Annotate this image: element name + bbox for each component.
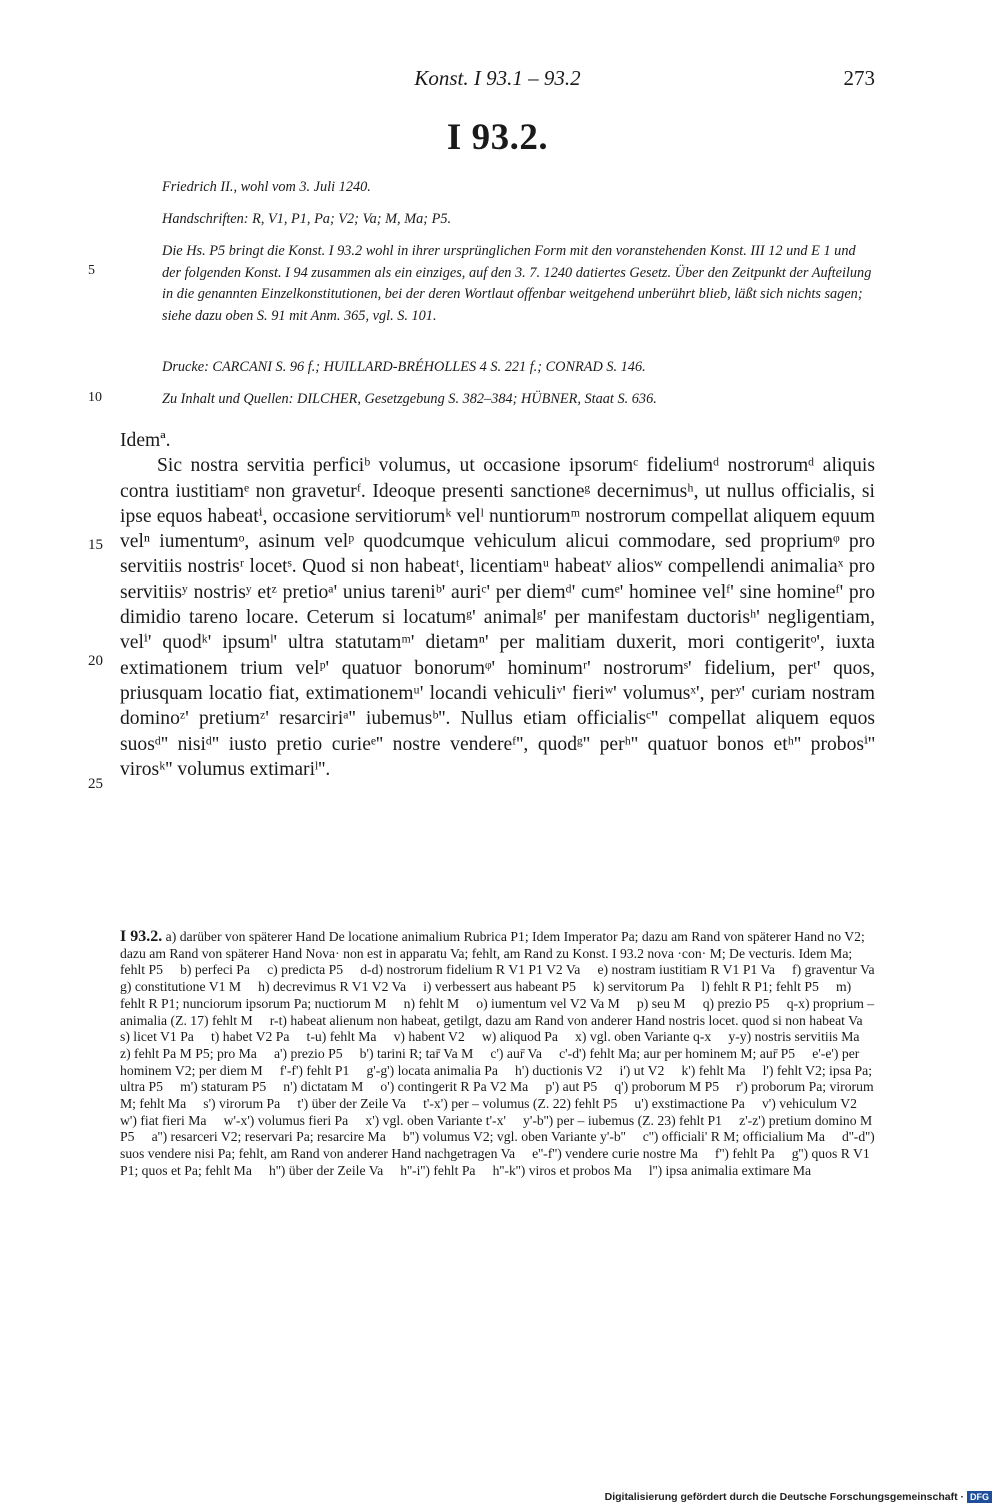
- footer-text: Digitalisierung gefördert durch die Deutsche Forschungsgemeinschaft ·: [604, 1491, 964, 1503]
- line-number: 25: [88, 776, 103, 792]
- meta-date: [162, 177, 874, 199]
- footer-credit: [605, 1491, 992, 1503]
- line-number: 15: [88, 537, 103, 553]
- document-title: I 93.2.: [446, 117, 549, 158]
- meta-drucke-text: Drucke: CARCANI S. 96 f.; HUILLARD-BRÉHOLLES 4 S. 221 f.; CONRAD S. 146.: [162, 359, 646, 375]
- meta-note-text: Die Hs. P5 bringt die Konst. I 93.2 wohl in ihrer ursprünglichen Form mit den voranstehenden Konst. III 12 und E 1 und der folgenden Konst. I 94 zusammen als ein einziges, auf den 3. 7. 1240 datiertes Gesetz. Über den Zeitpunkt der Aufteilung in die genannten Einzelkonstitutionen, bei der deren Wortlaut offenbar weitgehend unberührt blieb, läßt sich nichts sagen; siehe dazu oben S. 91 mit Anm. 365, vgl. S. 101.: [162, 243, 872, 324]
- meta-date-text: Friedrich II., wohl vom 3. Juli 1240.: [162, 179, 371, 195]
- line-number: 10: [88, 390, 102, 405]
- page-number: 273: [843, 66, 875, 90]
- notes-text: a) darüber von späterer Hand De locatione animalium Rubrica P1; Idem Imperator Pa; dazu am Rand von späterer Hand no V2; dazu am Rand von späterer Hand Nova· non est in apparatu Va; fehlt, am Rand zu Konst. I 93.2 nova ·con· M; De vecturis. Idem Ma; fehlt P5 b) perfeci Pa c) predicta P5 d-d) nostrorum fidelium R V1 P1 V2 Va e) nostram iustitiam R V1 P1 Va f) graventur Va g) constitutione V1 M h) decrevimus R V1 V2 Va i) verbessert aus habeant P5 k) servitorum Pa l) fehlt R P1; fehlt P5 m) fehlt R P1; nunciorum ipsorum Pa; nuctiorum M n) fehlt M o) iumentum vel V2 Va M p) seu M q) prezio P5 q-x) proprium – animalia (Z. 17) fehlt M r-t) habeat alienum non habeat, getilgt, dazu am Rand von anderer Hand nostris locet. quod si non habeat Va s) licet V1 Pa t) habet V2 Pa t-u) fehlt Ma v) habent V2 w) aliquod Pa x) vgl. oben Variante q-x y-y) nostris servitiis Ma z) fehlt Pa M P5; pro Ma a') prezio P5 b') tarini R; tar̄ Va M c') aur̄ Va c'-d') fehlt Ma; aur per hominem M; aur̄ P5 e'-e') per hominem V2; per diem M f'-f') fehlt P1 g'-g') locata animalia Pa h') ductionis V2 i') ut V2 k') fehlt Ma l') fehlt V2; ipsa Pa; ultra P5 m') staturam P5 n') dictatam M o') contingerit R Pa V2 Ma p') aut P5 q') proborum M P5 r') proborum Pa; virorum M; fehlt Ma s') virorum Pa t') über der Zeile Va t'-x') per – volumus (Z. 22) fehlt P5 u') exstimactione Pa v') vehiculum V2 w') fiat fieri Ma w'-x') volumus fieri Pa x') vgl. oben Variante t'-x' y'-b'') per – iubemus (Z. 23) fehlt P1 z'-z') pretium domino M P5 a'') resarceri V2; reservari Pa; resarcire Ma b'') volumus V2; vgl. oben Variante y'-b'' c'') officiali' R M; officialium Ma d''-d'') suos vendere nisi Pa; fehlt, am Rand von anderer Hand nachgetragen Va e''-f'') vendere curie nostre Ma f'') fehlt Pa g'') quos R V1 P1; quos et Pa; fehlt Ma h'') über der Zeile Va h''-i'') fehlt Pa h''-k'') viros et probos Ma l'') ipsa animalia extimare Ma: [120, 929, 892, 1178]
- running-head-title: Konst. I 93.1 – 93.2: [414, 66, 581, 90]
- meta-inhalt-text: Zu Inhalt und Quellen: DILCHER, Gesetzgebung S. 382–384; HÜBNER, Staat S. 636.: [162, 391, 657, 407]
- body-incipit: Idemª.: [120, 430, 171, 451]
- line-number: 5: [88, 263, 95, 278]
- constitution-text: [120, 428, 875, 782]
- line-number: 20: [88, 653, 103, 669]
- meta-inhalt: [162, 389, 874, 411]
- meta-manuscripts: [162, 209, 874, 231]
- meta-note: [162, 241, 874, 327]
- meta-drucke: [162, 357, 874, 379]
- meta-manuscripts-text: Handschriften: R, V1, P1, Pa; V2; Va; M, Ma; P5.: [162, 211, 452, 227]
- notes-label: I 93.2.: [120, 928, 163, 945]
- body-paragraph: Sic nostra servitia perficiᵇ volumus, ut occasione ipsorumᶜ fideliumᵈ nostrorumᵈ aliquis contra iustitiamᵉ non graveturᶠ. Ideoque presenti sanctioneᵍ decernimusʰ, ut nullus officialis, si ipse equos habeatⁱ, occasione servitiorumᵏ velˡ nuntiorumᵐ nostrorum compellat aliquem equum velⁿ iumentumᵒ, asinum velᵖ quodcumque vehiculum alicui commodare, sed propriumᵠ pro servitiis nostrisʳ locetˢ. Quod si non habeatᵗ, licentiamᵘ habeatᵛ aliosʷ compellendi animaliaˣ pro servitiisʸ nostrisʸ etᶻ pretioᵃ' unius tareniᵇ' auriᶜ' per diemᵈ' cumᵉ' hominee velᶠ' sine homineᶠ' pro dimidio tareno locare. Ceterum si locatumᵍ' animalᵍ' per manifestam ductorisʰ' negligentiam, velⁱ' quodᵏ' ipsumˡ' ultra statutamᵐ' dietamⁿ' per malitiam duxerit, mori contigeritᵒ', iuxta extimationem trium velᵖ' quatuor bonorumᵠ' hominumʳ' nostrorumˢ' fidelium, perᵗ' quos, priusquam locatio fiat, extimationemᵘ' locandi vehiculiᵛ' fieriʷ' volumusˣ', perʸ' curiam nostram dominoᶻ' pretiumᶻ' resarciriᵃ'' iubemusᵇ''. Nullus etiam officialisᶜ'' compellat aliquem equos suosᵈ'' nisiᵈ'' iusto pretio curieᵉ'' nostre vendereᶠ'', quodᵍ'' perʰ'' quatuor bonos etʰ'' probosⁱ'' virosᵏ'' volumus extimariˡ''.: [120, 455, 875, 780]
- dfg-logo: DFG: [967, 1491, 992, 1503]
- apparatus-notes: [120, 928, 892, 1180]
